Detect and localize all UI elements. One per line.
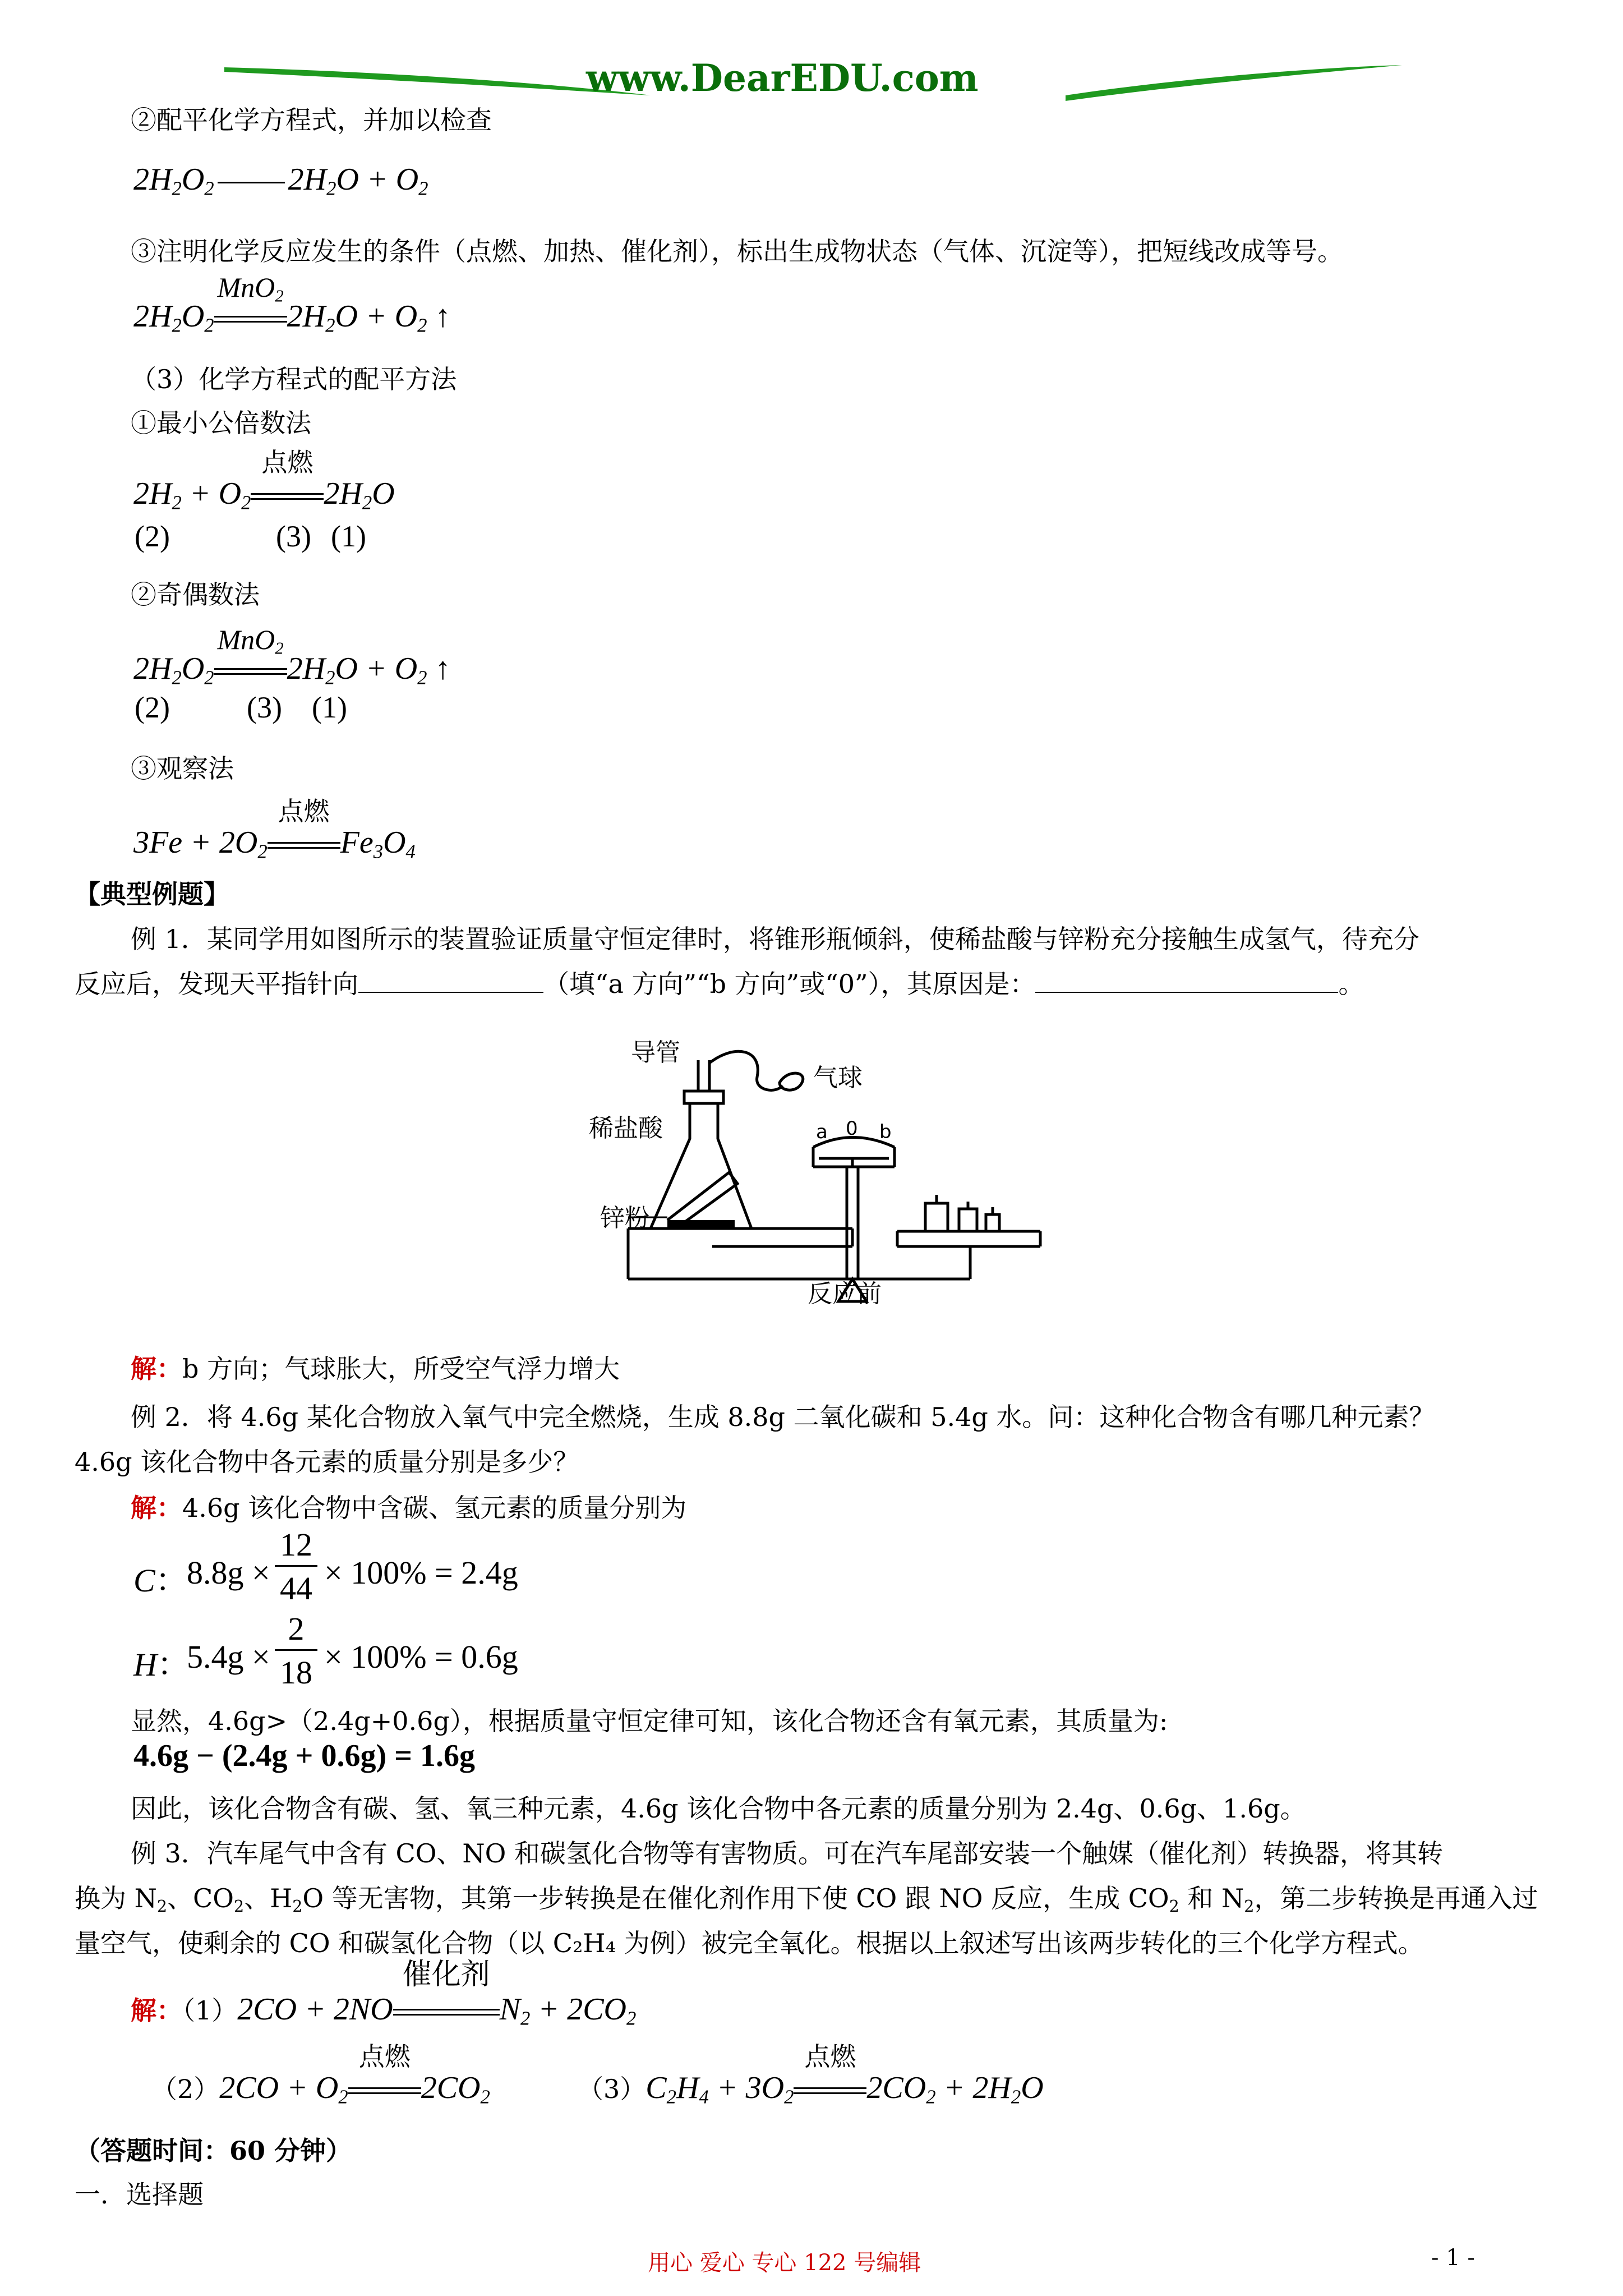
- answer-3-p3: （3）: [578, 2074, 646, 2104]
- coef-lcm-2: (3): [276, 519, 311, 553]
- example-1-line-1: 例 1．某同学用如图所示的装置验证质量守恒定律时，将锥形瓶倾斜，使稀盐酸与锌粉充分接触生成氢气，待充分: [131, 924, 1419, 954]
- footer-center: 用心 爱心 专心 122 号编辑: [648, 2250, 921, 2276]
- answer-3-p1: （1）: [182, 1995, 238, 2026]
- method-observe: ③观察法: [131, 753, 234, 784]
- label-tube: 导管: [631, 1038, 680, 1067]
- equation-mno2: $2H_2O_2$ MnO$_2$ $2H_2O + O_2$ ↑: [133, 272, 451, 337]
- cond-ignite-3: 点燃: [358, 2041, 411, 2072]
- coef-odd-2: (3): [247, 691, 282, 724]
- example-3-line-1: 例 3．汽车尾气中含有 CO、NO 和碳氢化合物等有害物质。可在汽车尾部安装一个触媒（催化剂）转换器，将其转: [131, 1838, 1444, 1869]
- calc-carbon-den: 44: [280, 1570, 312, 1607]
- cond-mno2-2: MnO: [217, 624, 275, 655]
- calc-hydrogen-a: 5.4g ×: [187, 1639, 270, 1675]
- step-2-text: ②配平化学方程式，并加以检查: [131, 105, 492, 135]
- label-dial-0: 0: [846, 1117, 858, 1140]
- cond-catalyst: 催化剂: [402, 1958, 490, 1991]
- balance-methods-title: （3）化学方程式的配平方法: [131, 364, 457, 394]
- equation-odd-even: $2H_2O_2$ MnO$_2$ $2H_2O + O_2$ ↑: [133, 624, 451, 689]
- part-1-title: 一．选择题: [75, 2179, 204, 2210]
- cond-ignite-2: 点燃: [278, 796, 330, 826]
- method-lcm: ①最小公倍数法: [131, 408, 311, 438]
- example-1-text-a: 反应后，发现天平指针向: [75, 969, 358, 999]
- method-odd-even: ②奇偶数法: [131, 579, 260, 610]
- calc-hydrogen-b: × 100% = 0.6g: [324, 1639, 518, 1675]
- calc-carbon-num: 12: [280, 1526, 312, 1563]
- cond-ignite-1: 点燃: [261, 447, 313, 477]
- answer-1: [131, 1353, 620, 1384]
- example-1-text-b: （填“a 方向”“b 方向”或“0”），其原因是：: [543, 969, 1036, 999]
- example-1-line-2: [75, 968, 1364, 1000]
- time-note: （答题时间：60 分钟）: [75, 2136, 352, 2166]
- calc-hydrogen-num: 2: [288, 1611, 305, 1647]
- example-3-line-3: 量空气，使剩余的 CO 和碳氢化合物（以 C₂H₄ 为例）被完全氧化。根据以上叙述写出该两步转化的三个化学方程式。: [75, 1928, 1424, 1958]
- answer-blank-2[interactable]: [1035, 970, 1338, 993]
- calc-carbon-label: C: [133, 1562, 155, 1599]
- label-zinc: 锌粉: [600, 1204, 649, 1232]
- balance-figure: [566, 1027, 1049, 1318]
- equation-lcm: $2H_2 + O_2$ 点燃 $2H_2O$: [133, 476, 395, 521]
- answer-2-text: 4.6g 该化合物中含碳、氢元素的质量分别为: [182, 1493, 687, 1523]
- section-title: 【典型例题】: [75, 879, 229, 909]
- answer-3-p2: （2）: [151, 2074, 220, 2104]
- answer-3-eq-3: $(3)C_2H_4 + 3O_2$ 点燃 $2CO_2 + 2H_2O$: [578, 2070, 1044, 2115]
- equation-unbalanced: $2H_2O_2$ $2H_2O + O_2$: [133, 162, 428, 200]
- conclusion-text: 因此，该化合物含有碳、氢、氧三种元素，4.6g 该化合物中各元素的质量分别为 2.4g、0.6g、1.6g。: [131, 1793, 1306, 1824]
- answer-2-label: 解：: [131, 1493, 182, 1523]
- example-3-line-2: 换为 $N_2$、$CO_2$、$H_2O$ 等无害物，其第一步转换是在催化剂作用下使 CO 跟 NO 反应，生成 $CO_2$ 和 $N_2$，第二步转换是再通入过: [75, 1883, 1538, 1916]
- site-name[interactable]: www.DearEDU.com: [586, 56, 979, 100]
- step-3-text: ③注明化学反应发生的条件（点燃、加热、催化剂），标出生成物状态（气体、沉淀等），把短线改成等号。: [131, 236, 1343, 266]
- coef-lcm-1: (2): [135, 519, 170, 553]
- answer-3-eq-1: 解：（1）2CO + 2NO 催化剂 $N_2 + 2CO_2$: [131, 1958, 637, 2030]
- answer-1-label: 解：: [131, 1354, 182, 1384]
- equation-observe: $3Fe + 2O_2$ 点燃 $Fe_3O_4$: [133, 825, 416, 870]
- cond-ignite-4: 点燃: [804, 2041, 856, 2072]
- example-1-text-c: 。: [1338, 969, 1364, 999]
- coef-lcm-3: (1): [331, 519, 366, 553]
- answer-3-eq-2: $(2)2CO + O_2$ 点燃 $2CO_2$: [151, 2070, 490, 2115]
- example-2-line-1: 例 2．将 4.6g 某化合物放入氧气中完全燃烧，生成 8.8g 二氧化碳和 5.4g 水。问：这种化合物含有哪几种元素？: [131, 1402, 1435, 1432]
- label-before: 反应前: [808, 1280, 882, 1308]
- calc-carbon-a: 8.8g ×: [187, 1554, 270, 1591]
- label-balloon: 气球: [813, 1064, 863, 1092]
- example-2-line-2: 4.6g 该化合物中各元素的质量分别是多少？: [75, 1447, 579, 1477]
- calc-carbon-b: × 100% = 2.4g: [324, 1554, 518, 1591]
- calc-oxygen: 4.6g − (2.4g + 0.6g) = 1.6g: [133, 1738, 476, 1773]
- answer-3-label: 解：: [131, 1995, 182, 2026]
- calc-hydrogen-label: H: [133, 1646, 157, 1683]
- coef-odd-1: (2): [135, 691, 170, 724]
- answer-2: [131, 1492, 686, 1524]
- obviously-text: 显然，4.6g>（2.4g+0.6g），根据质量守恒定律可知，该化合物还含有氧元素，其质量为:: [131, 1706, 1168, 1736]
- label-dial-a: a: [816, 1121, 828, 1143]
- answer-1-text: b 方向；气球胀大，所受空气浮力增大: [182, 1354, 620, 1384]
- label-dial-b: b: [879, 1121, 892, 1143]
- cond-mno2: MnO: [217, 272, 275, 303]
- header-banner: [224, 45, 1402, 112]
- coef-odd-3: (1): [312, 691, 347, 724]
- calc-hydrogen-den: 18: [280, 1654, 312, 1691]
- answer-blank-1[interactable]: [358, 970, 543, 993]
- page-number: - 1 -: [1431, 2245, 1475, 2271]
- label-hcl: 稀盐酸: [589, 1114, 663, 1143]
